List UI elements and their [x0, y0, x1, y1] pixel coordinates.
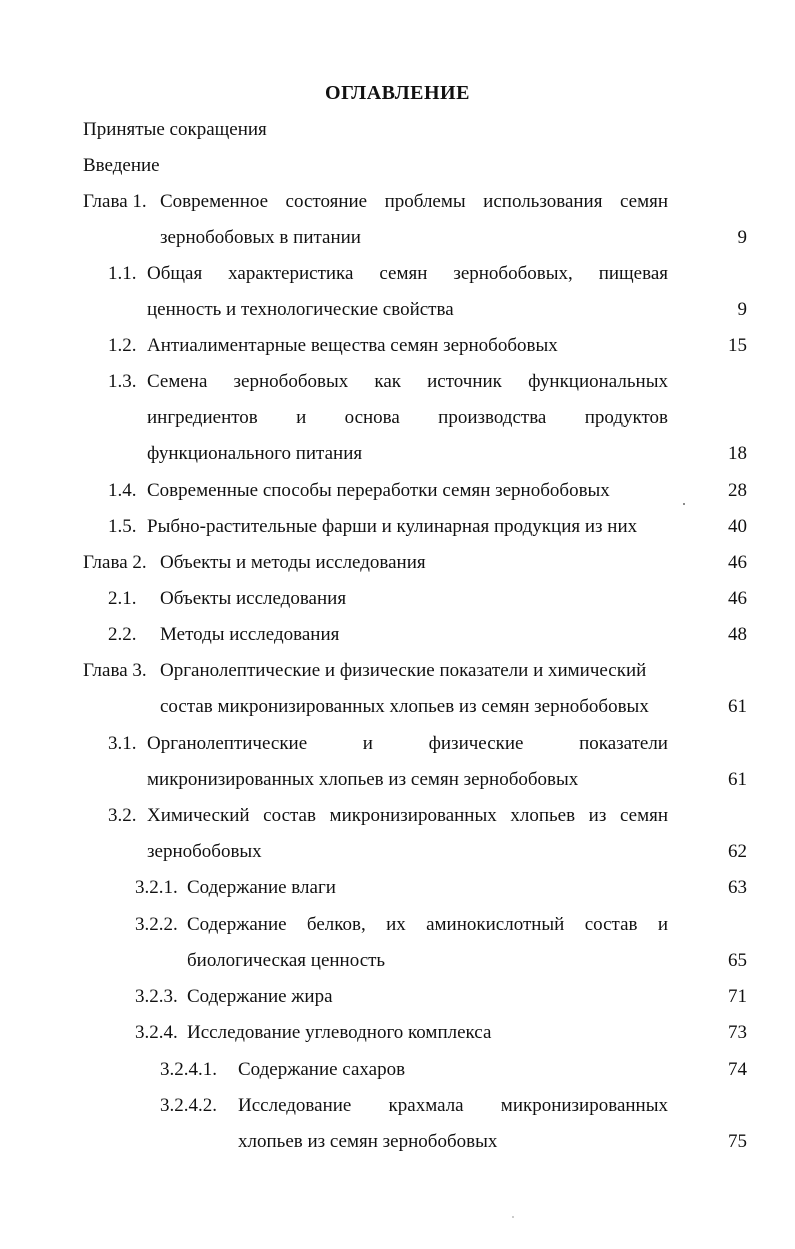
- section-1-5-title: Рыбно-растительные фарши и кулинарная продукция из них: [147, 516, 638, 537]
- section-3-2-4-2-number: 3.2.4.2.: [160, 1095, 217, 1116]
- section-1-4-page: 28: [728, 480, 747, 501]
- chapter-3-page: 61: [728, 696, 747, 717]
- section-2-2-number: 2.2.: [108, 624, 137, 645]
- section-3-2-1-page: 63: [728, 877, 747, 898]
- toc-abbreviations: Принятые сокращения: [83, 119, 267, 140]
- section-3-2-title-line2: зернобобовых: [147, 841, 262, 862]
- section-3-2-page: 62: [728, 841, 747, 862]
- chapter-1-title-line1: Современное состояние проблемы использования семян: [160, 191, 668, 212]
- section-1-2-page: 15: [728, 335, 747, 356]
- chapter-2-title: Объекты и методы исследования: [160, 552, 426, 573]
- section-2-2-title: Методы исследования: [160, 624, 340, 645]
- section-3-2-2-title-line1: Содержание белков, их аминокислотный состав и: [187, 914, 668, 935]
- section-3-2-number: 3.2.: [108, 805, 137, 826]
- section-2-1-title: Объекты исследования: [160, 588, 347, 609]
- scan-speck: [683, 503, 685, 505]
- section-3-2-4-number: 3.2.4.: [135, 1022, 178, 1043]
- section-3-2-4-page: 73: [728, 1022, 747, 1043]
- section-1-3-page: 18: [728, 443, 747, 464]
- section-1-2-number: 1.2.: [108, 335, 137, 356]
- chapter-1-page: 9: [737, 227, 747, 248]
- section-3-2-2-number: 3.2.2.: [135, 914, 178, 935]
- section-1-1-page: 9: [737, 299, 747, 320]
- section-1-5-page: 40: [728, 516, 747, 537]
- chapter-2-page: 46: [728, 552, 747, 573]
- chapter-1-title-line2: зернобобовых в питании: [160, 227, 361, 248]
- section-3-2-3-number: 3.2.3.: [135, 986, 178, 1007]
- scan-speck-bottom: [512, 1216, 514, 1218]
- section-1-1-number: 1.1.: [108, 263, 137, 284]
- section-3-2-3-page: 71: [728, 986, 747, 1007]
- section-1-3-title-line2: ингредиентов и основа производства продуктов: [147, 407, 668, 428]
- chapter-1-number: Глава 1.: [83, 191, 147, 212]
- section-3-2-1-title: Содержание влаги: [187, 877, 336, 898]
- section-1-1-title-line1: Общая характеристика семян зернобобовых, пищевая: [147, 263, 668, 284]
- section-3-2-4-1-number: 3.2.4.1.: [160, 1059, 217, 1080]
- section-3-2-title-line1: Химический состав микронизированных хлопьев из семян: [147, 805, 668, 826]
- chapter-3-title-line1: Органолептические и физические показатели и химический: [160, 660, 647, 681]
- section-3-1-title-line1: Органолептические и физические показатели: [147, 733, 668, 754]
- section-3-2-4-title: Исследование углеводного комплекса: [187, 1022, 492, 1043]
- section-1-5-number: 1.5.: [108, 516, 137, 537]
- section-2-1-number: 2.1.: [108, 588, 137, 609]
- section-2-1-page: 46: [728, 588, 747, 609]
- section-1-4-number: 1.4.: [108, 480, 137, 501]
- section-1-2-title: Антиалиментарные вещества семян зернобобовых: [147, 335, 558, 356]
- section-1-3-number: 1.3.: [108, 371, 137, 392]
- section-3-2-1-number: 3.2.1.: [135, 877, 178, 898]
- section-3-2-4-1-title: Содержание сахаров: [238, 1059, 406, 1080]
- chapter-3-title-line2: состав микронизированных хлопьев из семян зернобобовых: [160, 696, 649, 717]
- page-title: ОГЛАВЛЕНИЕ: [325, 82, 470, 104]
- section-3-2-4-1-page: 74: [728, 1059, 747, 1080]
- section-3-2-2-title-line2: биологическая ценность: [187, 950, 386, 971]
- section-3-1-page: 61: [728, 769, 747, 790]
- chapter-3-number: Глава 3.: [83, 660, 147, 681]
- section-3-2-4-2-title-line2: хлопьев из семян зернобобовых: [238, 1131, 498, 1152]
- toc-introduction: Введение: [83, 155, 160, 176]
- section-2-2-page: 48: [728, 624, 747, 645]
- section-3-1-number: 3.1.: [108, 733, 137, 754]
- section-3-2-4-2-page: 75: [728, 1131, 747, 1152]
- section-3-2-3-title: Содержание жира: [187, 986, 333, 1007]
- section-3-2-4-2-title-line1: Исследование крахмала микронизированных: [238, 1095, 668, 1116]
- section-1-4-title: Современные способы переработки семян зернобобовых: [147, 480, 610, 501]
- section-1-3-title-line3: функционального питания: [147, 443, 363, 464]
- chapter-2-number: Глава 2.: [83, 552, 147, 573]
- section-3-1-title-line2: микронизированных хлопьев из семян зернобобовых: [147, 769, 579, 790]
- section-3-2-2-page: 65: [728, 950, 747, 971]
- section-1-1-title-line2: ценность и технологические свойства: [147, 299, 454, 320]
- section-1-3-title-line1: Семена зернобобовых как источник функциональных: [147, 371, 668, 392]
